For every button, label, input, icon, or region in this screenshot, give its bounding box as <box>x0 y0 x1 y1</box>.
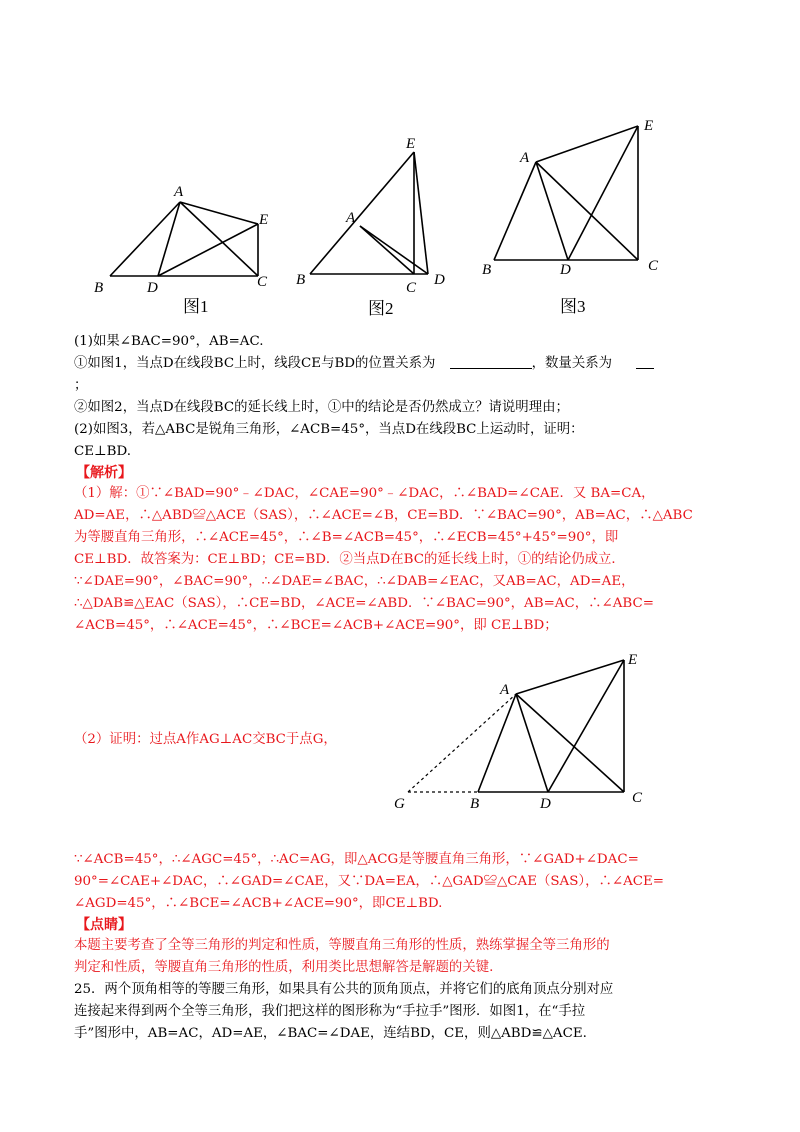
answer-blank-quantity[interactable] <box>636 354 654 369</box>
figure-2-diagram <box>292 134 462 324</box>
next-question-line: 手”图形中，AB=AC，AD=AE，∠BAC=∠DAE，连结BD，CE，则△ABD≌△ACE. <box>74 1026 587 1041</box>
proof-line: ∠AGD=45°，∴∠BCE=∠ACB+∠ACE=90°，即CE⊥BD. <box>74 896 443 911</box>
fig4-label-a: A <box>500 682 510 698</box>
comment-heading: 【点睛】 <box>76 917 132 933</box>
fig4-label-e: E <box>628 652 638 668</box>
fig2-label-b: B <box>296 272 306 288</box>
figure-1-diagram <box>88 180 278 320</box>
fig4-label-b: B <box>470 796 480 812</box>
fig3-label-e: E <box>644 118 654 134</box>
fig1-label-e: E <box>259 212 269 228</box>
analysis-line: AD=AE，∴△ABD≌△ACE（SAS），∴∠ACE=∠B，CE=BD．∵∠BAC=90°，AB=AC，∴△ABC <box>74 508 693 523</box>
figure-4 <box>388 646 658 816</box>
fig4-label-d: D <box>540 796 551 812</box>
figure-1 <box>88 180 278 320</box>
fig1-label-c: C <box>257 274 268 290</box>
analysis-line: ∵∠DAE=90°，∠BAC=90°，∴∠DAE=∠BAC，∴∠DAB=∠EAC，又AB=AC，AD=AE， <box>74 574 635 589</box>
fig4-label-c: C <box>632 790 643 806</box>
question-q2-text: ②如图2，当点D在线段BC的延长线上时，①中的结论是否仍然成立？请说明理由； <box>74 400 569 415</box>
analysis-line: 为等腰直角三角形，∴∠ACE=45°，∴∠B=∠ACB=45°，∴∠ECB=45°+45°=90°，即 <box>74 530 619 545</box>
figure-3 <box>480 118 670 323</box>
fig1-caption: 图1 <box>183 297 209 316</box>
analysis-line: （1）解：①∵∠BAD=90°﹣∠DAC，∠CAE=90°﹣∠DAC，∴∠BAD=∠CAE．又 BA=CA， <box>74 486 655 501</box>
analysis-heading: 【解析】 <box>76 465 132 481</box>
question-q1-mid: ，数量关系为 <box>531 356 612 371</box>
comment-line: 判定和性质，等腰直角三角形的性质，利用类比思想解答是解题的关键. <box>74 960 494 975</box>
fig3-label-b: B <box>482 262 492 278</box>
fig3-label-c: C <box>648 258 659 274</box>
fig3-caption: 图3 <box>560 297 586 316</box>
question-q1-line <box>74 354 654 374</box>
question-q1-text: ①如图1，当点D在线段BC上时，线段CE与BD的位置关系为 <box>74 356 436 371</box>
fig2-label-a: A <box>346 210 356 226</box>
question-q1-end: ； <box>74 378 88 393</box>
analysis-line: ∴△DAB≌△EAC（SAS），∴CE=BD，∠ACE=∠ABD．∵∠BAC=90°，AB=AC，∴∠ABC= <box>74 596 654 611</box>
question-part1-intro: (1)如果∠BAC=90°，AB=AC. <box>74 334 264 349</box>
answer-blank-position[interactable] <box>450 354 532 369</box>
fig1-label-a: A <box>174 184 184 200</box>
next-question-line: 25．两个顶角相等的等腰三角形，如果具有公共的顶角顶点，并将它们的底角顶点分别对应 <box>74 982 614 997</box>
fig2-label-c: C <box>406 280 417 296</box>
next-question-line: 连接起来得到两个全等三角形，我们把这样的图形称为“手拉手”图形．如图1，在“手拉 <box>74 1004 586 1019</box>
analysis-line: CE⊥BD．故答案为：CE⊥BD；CE=BD．②当点D在BC的延长线上时，①的结论仍成立． <box>74 552 625 567</box>
proof-line: 90°=∠CAE+∠DAC，∴∠GAD=∠CAE，又∵DA=EA，∴△GAD≌△CAE（SAS），∴∠ACE= <box>74 874 665 889</box>
fig2-caption: 图2 <box>368 299 394 318</box>
figure-3-diagram <box>480 118 670 323</box>
fig2-label-d: D <box>434 272 445 288</box>
fig4-label-g: G <box>394 796 405 812</box>
figure-4-diagram <box>388 646 658 816</box>
analysis-line: ∠ACB=45°，∴∠ACE=45°，∴∠BCE=∠ACB+∠ACE=90°，即 CE⊥BD； <box>74 618 558 633</box>
fig1-label-b: B <box>94 280 104 296</box>
figure-2 <box>292 134 462 324</box>
proof-line: ∵∠ACB=45°，∴∠AGC=45°，∴AC=AG，即△ACG是等腰直角三角形，∵∠GAD+∠DAC= <box>74 852 639 867</box>
fig2-label-e: E <box>406 136 416 152</box>
question-part2-line2: CE⊥BD. <box>74 444 131 459</box>
comment-line: 本题主要考查了全等三角形的判定和性质，等腰直角三角形的性质，熟练掌握全等三角形的 <box>74 938 610 953</box>
fig3-label-a: A <box>520 150 530 166</box>
fig1-label-d: D <box>147 280 158 296</box>
proof-intro: （2）证明：过点A作AG⊥AC交BC于点G， <box>74 732 337 747</box>
question-part2-line1: (2)如图3，若△ABC是锐角三角形，∠ACB=45°，当点D在线段BC上运动时，证明： <box>74 422 584 437</box>
fig3-label-d: D <box>560 262 571 278</box>
